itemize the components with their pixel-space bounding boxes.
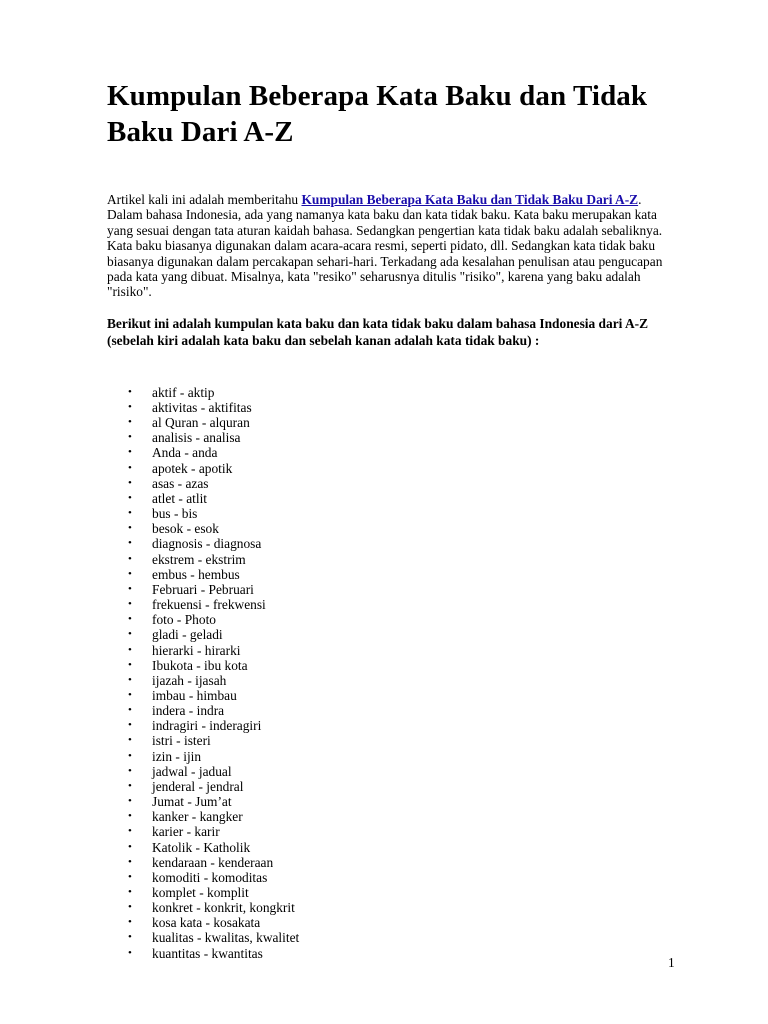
word-list-item: • atlet - atlit — [107, 491, 681, 506]
intro-prefix: Artikel kali ini adalah memberitahu — [107, 192, 302, 207]
word-list-item: • Anda - anda — [107, 445, 681, 460]
word-list-item: • analisis - analisa — [107, 430, 681, 445]
word-list-item: • Jumat - Jum’at — [107, 794, 681, 809]
word-list-item: • jenderal - jendral — [107, 779, 681, 794]
word-list-item: • kuantitas - kwantitas — [107, 946, 681, 961]
page-number: 1 — [668, 955, 675, 970]
word-list-item: • komoditi - komoditas — [107, 870, 681, 885]
word-list-item: • besok - esok — [107, 521, 681, 536]
intro-paragraph: Dalam bahasa Indonesia, ada yang namanya kata baku dan kata tidak baku. Kata baku merupakan kata yang sesuai dengan tata aturan kaidah bahasa. Sedangkan pengertian kata tidak baku adalah sebaliknya. Kata baku biasanya digunakan dalam acara-acara resmi, seperti pidato, dll. Sedangkan kata tidak baku biasanya digunakan dalam percakapan sehari-hari. Terkadang ada kesalahan penulisan atau pengucapan pada kata yang dibuat. Misalnya, kata "resiko" seharusnya ditulis "risiko", karena yang baku adalah "risiko". — [107, 207, 663, 300]
word-list-item: • diagnosis - diagnosa — [107, 536, 681, 551]
word-list-item: • Ibukota - ibu kota — [107, 658, 681, 673]
word-list-item: • aktivitas - aktifitas — [107, 400, 681, 415]
intro-suffix: . — [638, 192, 642, 207]
word-list-item: • foto - Photo — [107, 612, 681, 627]
word-list-item: • apotek - apotik — [107, 461, 681, 476]
word-list-item: • kendaraan - kenderaan — [107, 855, 681, 870]
word-list-item: • kosa kata - kosakata — [107, 915, 681, 930]
word-list — [107, 385, 681, 961]
word-list-item: • Februari - Pebruari — [107, 582, 681, 597]
word-list-item: • hierarki - hirarki — [107, 643, 681, 658]
word-list-item: • komplet - komplit — [107, 885, 681, 900]
word-list-item: • asas - azas — [107, 476, 681, 491]
word-list-item: • istri - isteri — [107, 733, 681, 748]
word-list-item: • ijazah - ijasah — [107, 673, 681, 688]
article-link[interactable]: Kumpulan Beberapa Kata Baku dan Tidak Baku Dari A-Z — [301, 192, 639, 207]
word-list-item: • embus - hembus — [107, 567, 681, 582]
intro-section — [107, 192, 681, 300]
word-list-item: • indera - indra — [107, 703, 681, 718]
word-list-item: • karier - karir — [107, 824, 681, 839]
word-list-item: • kualitas - kwalitas, kwalitet — [107, 930, 681, 945]
word-list-item: • ekstrem - ekstrim — [107, 552, 681, 567]
word-list-item: • gladi - geladi — [107, 627, 681, 642]
word-list-item: • al Quran - alquran — [107, 415, 681, 430]
word-list-item: • bus - bis — [107, 506, 681, 521]
list-lead-text: Berikut ini adalah kumpulan kata baku dan kata tidak baku dalam bahasa Indonesia dari A-Z (sebelah kiri adalah kata baku dan sebelah kanan adalah kata tidak baku) : — [107, 315, 649, 348]
word-list-item: • frekuensi - frekwensi — [107, 597, 681, 612]
word-list-item: • Katolik - Katholik — [107, 840, 681, 855]
document-page — [107, 78, 681, 961]
intro-line — [107, 192, 681, 207]
word-list-item: • imbau - himbau — [107, 688, 681, 703]
word-list-item: • kanker - kangker — [107, 809, 681, 824]
word-list-item: • aktif - aktip — [107, 385, 681, 400]
word-list-item: • indragiri - inderagiri — [107, 718, 681, 733]
document-title: Kumpulan Beberapa Kata Baku dan Tidak Baku Dari A-Z — [107, 80, 648, 148]
word-list-item: • jadwal - jadual — [107, 764, 681, 779]
word-list-item: • konkret - konkrit, kongkrit — [107, 900, 681, 915]
word-list-item: • izin - ijin — [107, 749, 681, 764]
